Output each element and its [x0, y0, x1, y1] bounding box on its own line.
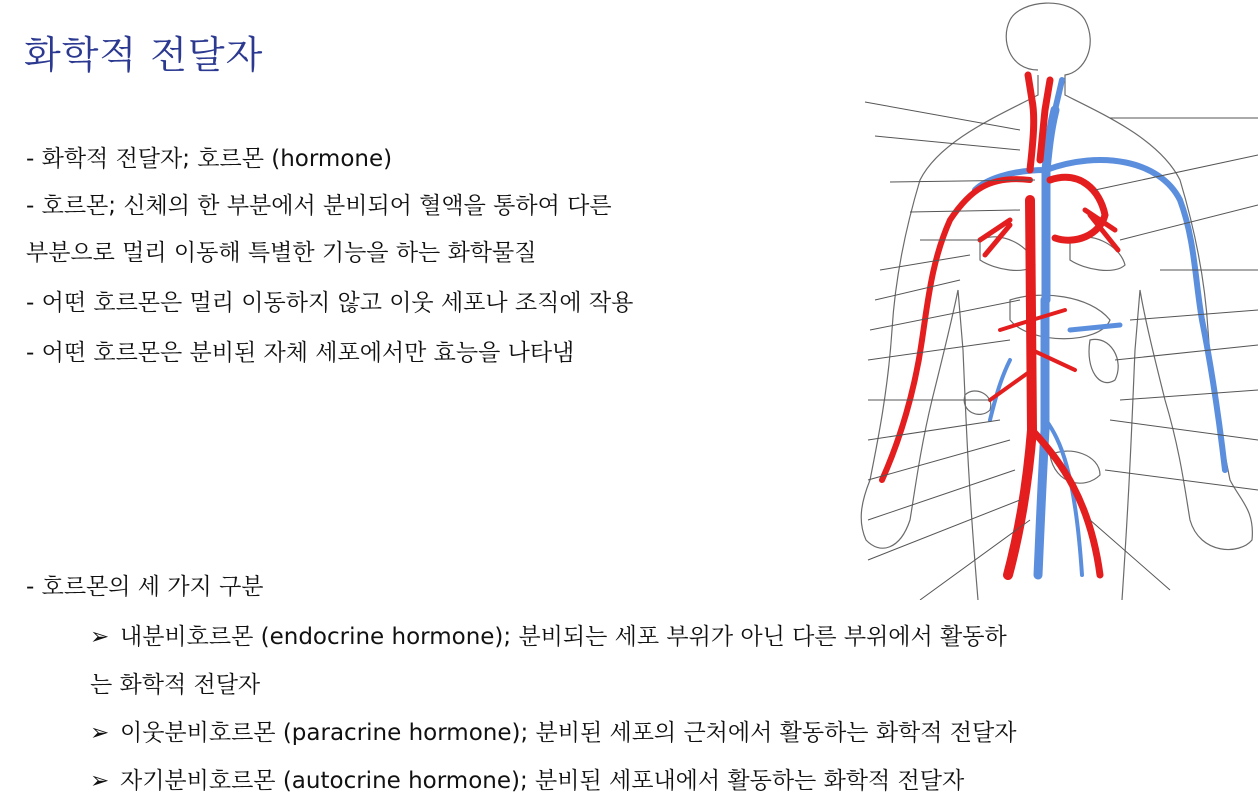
- autocrine-text: 자기분비호르몬 (autocrine hormone); 분비된 세포내에서 활동하는 화학적 전달자: [120, 768, 965, 794]
- endocrine-text: 내분비호르몬 (endocrine hormone); 분비되는 세포 부위가 아닌 다른 부위에서 활동하: [120, 624, 1007, 650]
- classification-item-paracrine: [90, 714, 1016, 747]
- paracrine-text: 이웃분비호르몬 (paracrine hormone); 분비된 세포의 근처에서 활동하는 화학적 전달자: [120, 720, 1017, 746]
- circulatory-system-figure: [860, 0, 1258, 600]
- slide-title: 화학적 전달자: [24, 33, 264, 77]
- classification-item-endocrine: [90, 618, 1007, 651]
- classification-heading: - 호르몬의 세 가지 구분: [26, 574, 264, 600]
- arrow-bullet-icon: ➢: [90, 720, 110, 746]
- bullet-hormone-description: - 호르몬; 신체의 한 부분에서 분비되어 혈액을 통하여 다른: [26, 193, 612, 219]
- bullet-hormone-description-cont: 부분으로 멀리 이동해 특별한 기능을 하는 화학물질: [26, 240, 537, 266]
- classification-item-endocrine-cont: 는 화학적 전달자: [90, 672, 261, 698]
- artery-network: [882, 75, 1118, 575]
- bullet-autocrine-note: - 어떤 호르몬은 분비된 자체 세포에서만 효능을 나타냄: [26, 340, 575, 366]
- bullet-hormone-definition: - 화학적 전달자; 호르몬 (hormone): [26, 146, 393, 172]
- arrow-bullet-icon: ➢: [90, 768, 110, 794]
- bullet-paracrine-note: - 어떤 호르몬은 멀리 이동하지 않고 이웃 세포나 조직에 작용: [26, 290, 634, 316]
- classification-item-autocrine: [90, 762, 964, 795]
- arrow-bullet-icon: ➢: [90, 624, 110, 650]
